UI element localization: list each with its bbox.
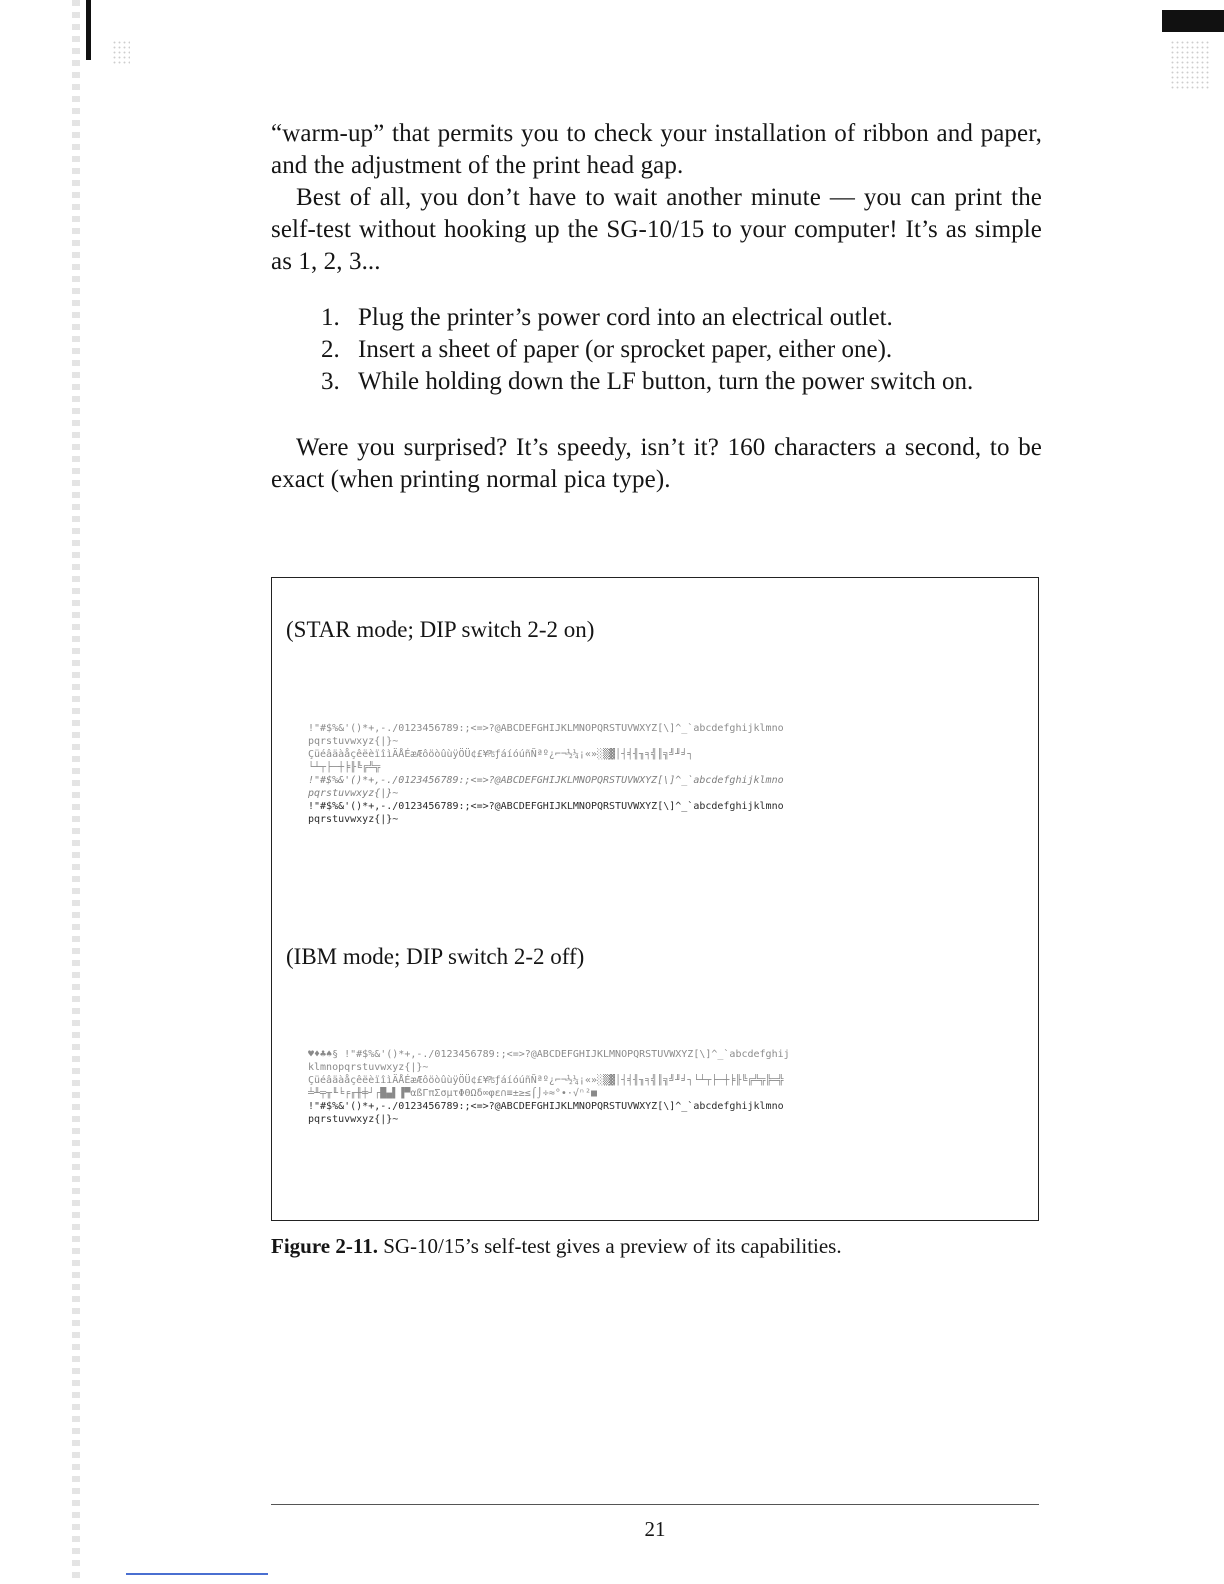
chapter-tab-mark	[1162, 10, 1224, 32]
footer-rule	[271, 1504, 1039, 1505]
printout-line: !"#$%&'()*+,-./0123456789:;<=>?@ABCDEFGHIJKLMNOPQRSTUVWXYZ[\]^_`abcdefghijklmno	[308, 723, 784, 734]
printout-line: ╧╨╤╥╙╘╒╓╫╪┘┌█▄▌▐▀αßΓπΣσµτΦΘΩδ∞φε∩≡±≥≤⌠⌡÷≈°∙·√ⁿ²■	[308, 1088, 597, 1099]
printout-line: pqrstuvwxyz{|}~	[308, 1114, 399, 1125]
caption-label: Figure 2-11.	[271, 1234, 378, 1258]
body-text	[271, 118, 1042, 496]
printout-line: pqrstuvwxyz{|}~	[308, 814, 399, 825]
ibm-mode-printout	[308, 1048, 1008, 1126]
scan-speck	[112, 40, 130, 66]
star-mode-title: (STAR mode; DIP switch 2-2 on)	[286, 617, 595, 642]
scan-left-edge	[72, 0, 80, 1584]
paragraph-best-of-all: Best of all, you don’t have to wait another minute — you can print the self-test without hooking up the SG-10/15 to your computer! It’s as simple as 1, 2, 3...	[271, 184, 1042, 275]
star-mode-printout	[308, 722, 1008, 826]
self-test-figure	[271, 577, 1039, 1221]
printout-line: !"#$%&'()*+,-./0123456789:;<=>?@ABCDEFGHIJKLMNOPQRSTUVWXYZ[\]^_`abcdefghijklmno	[308, 1101, 784, 1112]
printout-line: ÇüéâäàåçêëèïîìÄÅÉæÆôöòûùÿÖÜ¢£¥₧ƒáíóúñÑªº¿⌐¬½¼¡«»░▒▓│┤╡╢╖╕╣║╗╝╜╛┐└┴┬├─┼╞╟╚╔╩╦╠═╬	[308, 1075, 784, 1086]
printout-line: pqrstuvwxyz{|}~	[308, 788, 399, 799]
list-item	[271, 302, 1042, 334]
ibm-mode-title: (IBM mode; DIP switch 2-2 off)	[286, 944, 585, 969]
printout-line: klmnopqrstuvwxyz{|}~	[308, 1062, 429, 1073]
printout-line: ♥♦♣♠§ !"#$%&'()*+,-./0123456789:;<=>?@ABCDEFGHIJKLMNOPQRSTUVWXYZ[\]^_`abcdefghij	[308, 1049, 790, 1060]
printout-line: pqrstuvwxyz{|}~	[308, 736, 399, 747]
caption-text: SG-10/15’s self-test gives a preview of its capabilities.	[377, 1234, 842, 1258]
self-test-steps	[271, 302, 1042, 398]
printout-line: ÇüéâäàåçêëèïîìÄÅÉæÆôöòûùÿÖÜ¢£¥₧ƒáíóúñÑªº¿⌐¬½¼¡«»░▒▓│┤╡╢╖╕╣║╗╝╜╛┐	[308, 749, 694, 760]
list-item	[271, 366, 1042, 398]
step-number: 3.	[321, 368, 340, 395]
scan-speck	[1170, 40, 1210, 90]
step-text: Plug the printer’s power cord into an electrical outlet.	[358, 304, 893, 331]
scan-bottom-line	[126, 1573, 268, 1575]
figure-caption	[271, 1233, 842, 1259]
paragraph-surprised: Were you surprised? It’s speedy, isn’t it? 160 characters a second, to be exact (when printing normal pica type).	[271, 434, 1042, 493]
scan-binding-mark	[86, 0, 91, 60]
page-number: 21	[644, 1517, 666, 1541]
list-item	[271, 334, 1042, 366]
printout-line: !"#$%&'()*+,-./0123456789:;<=>?@ABCDEFGHIJKLMNOPQRSTUVWXYZ[\]^_`abcdefghijklmno	[308, 775, 784, 786]
paragraph-warm-up: “warm-up” that permits you to check your installation of ribbon and paper, and the adjustment of the print head gap.	[271, 120, 1042, 179]
step-text: Insert a sheet of paper (or sprocket paper, either one).	[358, 336, 893, 363]
step-number: 1.	[321, 304, 340, 331]
printout-line: └┴┬├─┼╞╟╚╔╩╦	[308, 762, 381, 773]
step-text: While holding down the LF button, turn the power switch on.	[358, 368, 974, 395]
step-number: 2.	[321, 336, 340, 363]
printout-line: !"#$%&'()*+,-./0123456789:;<=>?@ABCDEFGHIJKLMNOPQRSTUVWXYZ[\]^_`abcdefghijklmno	[308, 801, 784, 812]
